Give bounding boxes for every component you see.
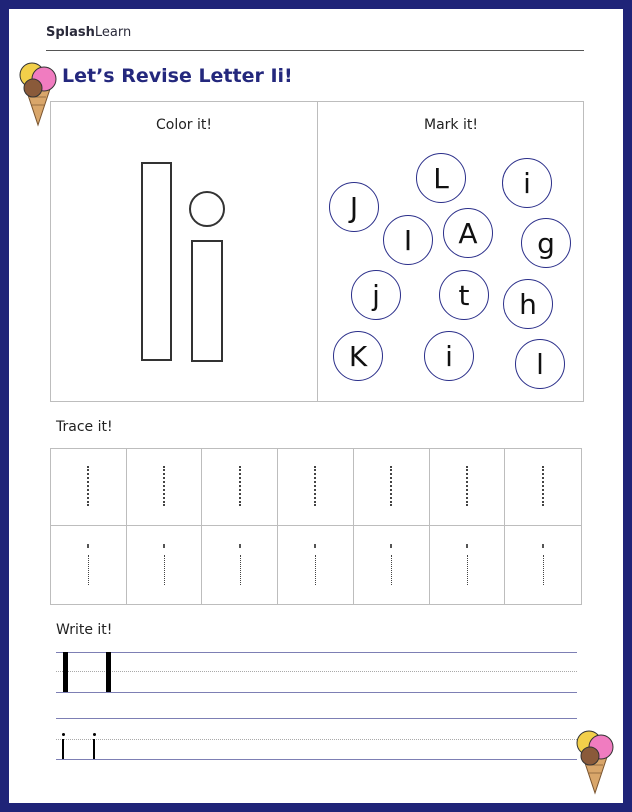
trace-cell-uppercase[interactable] [430,449,506,526]
coloring-lowercase-i-stem[interactable] [191,240,223,362]
trace-cell-uppercase[interactable] [354,449,430,526]
dotted-uppercase-i [239,466,241,506]
panel-divider [317,102,318,401]
dotted-lowercase-i-stem [240,555,241,585]
brand-bold: Splash [46,25,95,40]
dotted-lowercase-i-stem [391,555,392,585]
dotted-lowercase-i-stem [543,555,544,585]
mark-it-label: Mark it! [424,117,478,133]
letter-bubble[interactable]: L [416,153,466,203]
write-line-top [56,652,577,653]
trace-cell-lowercase[interactable] [505,526,581,604]
dotted-lowercase-i-dot [314,544,316,548]
dotted-lowercase-i-dot [239,544,241,548]
color-it-label: Color it! [156,117,212,133]
dotted-lowercase-i-dot [390,544,392,548]
trace-cell-uppercase[interactable] [51,449,127,526]
write-it-label: Write it! [56,622,113,638]
write-line-base[interactable] [56,759,577,760]
dotted-lowercase-i-stem [467,555,468,585]
letter-bubble[interactable]: t [439,270,489,320]
trace-cell-uppercase[interactable] [127,449,203,526]
brand-rest: Learn [94,25,132,40]
write-line-base[interactable] [56,692,577,693]
write-line-mid [56,739,577,740]
trace-grid [50,448,582,605]
sample-lowercase-i-stem [93,739,95,759]
letter-bubble[interactable]: i [502,158,552,208]
dotted-lowercase-i-dot [466,544,468,548]
letter-bubble[interactable]: h [503,279,553,329]
letter-bubble[interactable]: j [351,270,401,320]
letter-bubble[interactable]: J [329,182,379,232]
ice-cream-icon [575,727,615,795]
trace-cell-lowercase[interactable] [354,526,430,604]
coloring-uppercase-i[interactable] [141,162,172,361]
sample-lowercase-i-stem [62,739,64,759]
dotted-lowercase-i-stem [164,555,165,585]
dotted-uppercase-i [542,466,544,506]
trace-cell-lowercase[interactable] [127,526,203,604]
coloring-lowercase-i-dot[interactable] [189,191,225,227]
page-title: Let’s Revise Letter Ii! [62,65,293,87]
dotted-lowercase-i-dot [542,544,544,548]
sample-uppercase-i [63,652,68,692]
dotted-lowercase-i-stem [88,555,89,585]
trace-cell-uppercase[interactable] [505,449,581,526]
dotted-uppercase-i [87,466,89,506]
dotted-lowercase-i-dot [163,544,165,548]
trace-cell-lowercase[interactable] [202,526,278,604]
letter-bubble[interactable]: A [443,208,493,258]
write-line-mid [56,671,577,672]
letter-bubble[interactable]: I [383,215,433,265]
header-rule [46,50,584,51]
trace-cell-lowercase[interactable] [278,526,354,604]
worksheet-page [9,9,623,803]
sample-lowercase-i-dot [93,733,96,736]
dotted-lowercase-i-stem [315,555,316,585]
trace-cell-lowercase[interactable] [51,526,127,604]
trace-cell-lowercase[interactable] [430,526,506,604]
activity-panel [50,101,584,402]
letter-bubble[interactable]: g [521,218,571,268]
dotted-uppercase-i [466,466,468,506]
letter-bubble[interactable]: l [515,339,565,389]
dotted-lowercase-i-dot [87,544,89,548]
write-line-top [56,718,577,719]
dotted-uppercase-i [390,466,392,506]
trace-it-label: Trace it! [56,419,113,435]
letter-bubble[interactable]: K [333,331,383,381]
dotted-uppercase-i [163,466,165,506]
trace-cell-uppercase[interactable] [278,449,354,526]
dotted-uppercase-i [314,466,316,506]
trace-cell-uppercase[interactable] [202,449,278,526]
sample-lowercase-i-dot [62,733,65,736]
splashlearn-logo [46,25,131,40]
sample-uppercase-i [106,652,111,692]
letter-bubble[interactable]: i [424,331,474,381]
